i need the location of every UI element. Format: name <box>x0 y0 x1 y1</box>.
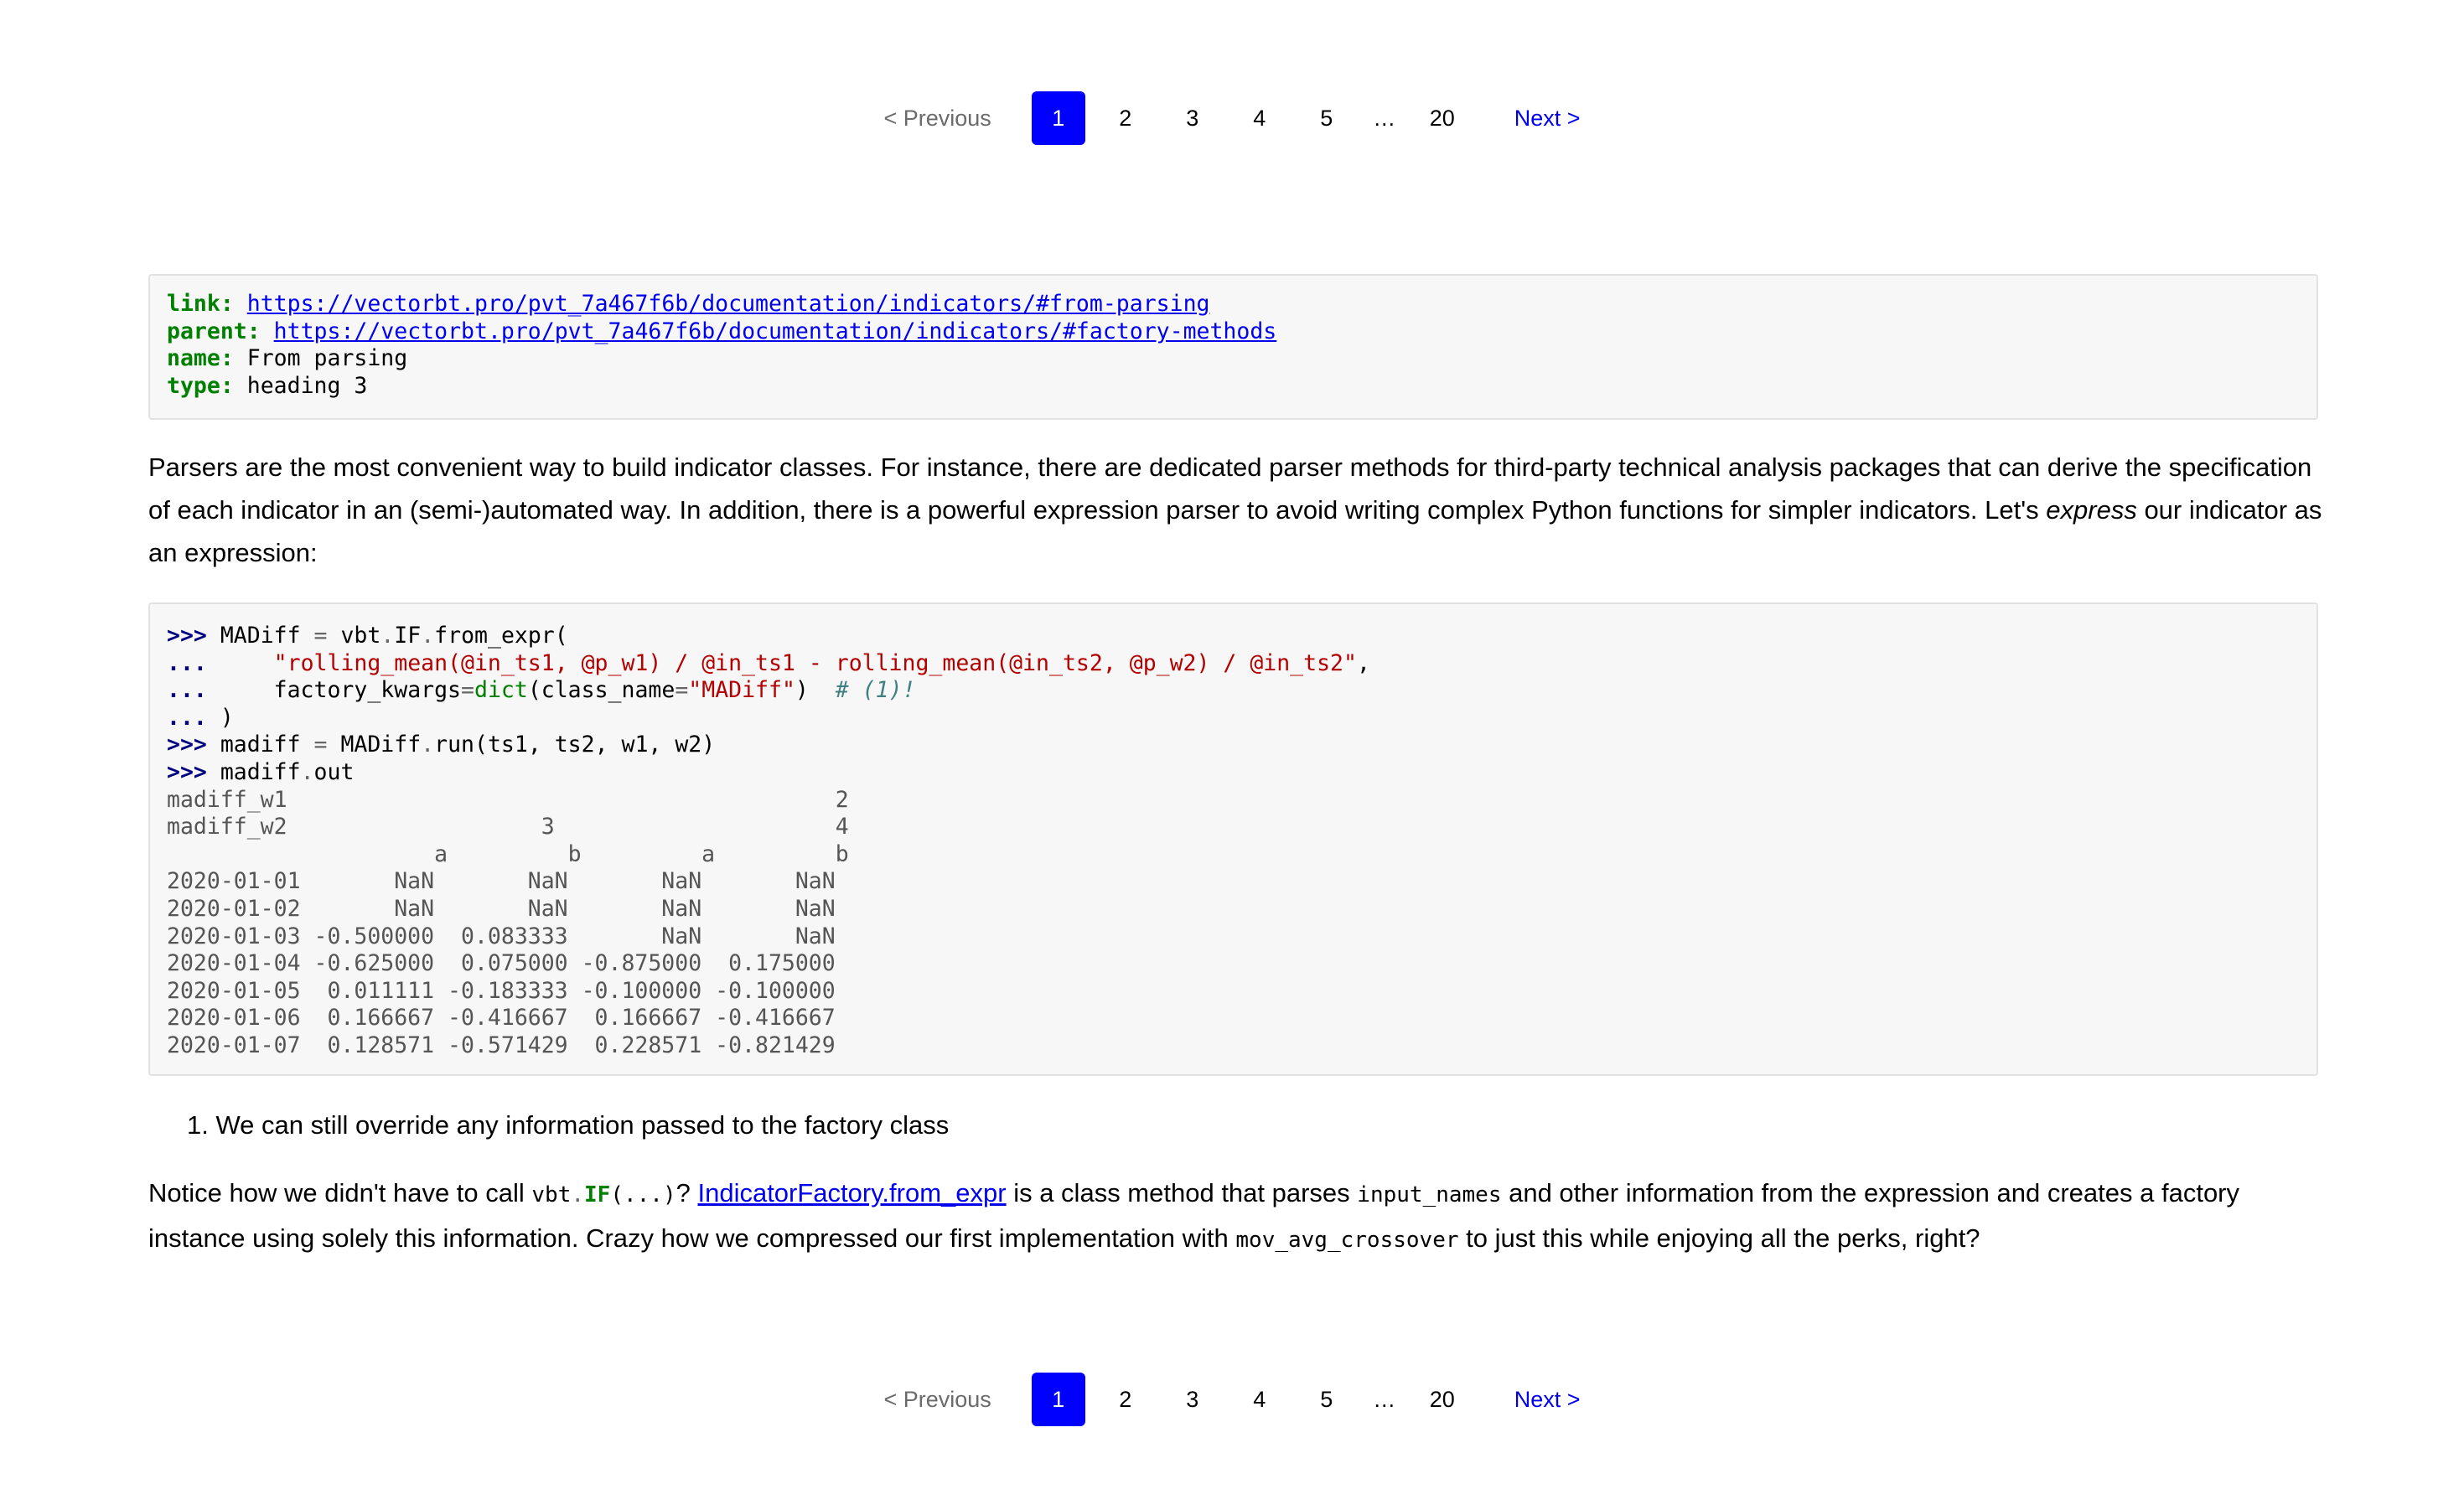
output-line: madiff_w1 2 <box>167 786 849 813</box>
code-block[interactable] <box>148 602 2318 1076</box>
output-line: 2020-01-03 -0.500000 0.083333 NaN NaN <box>167 923 836 949</box>
page-4-link[interactable]: 4 <box>1253 105 1266 131</box>
output-line: 2020-01-02 NaN NaN NaN NaN <box>167 895 836 922</box>
output-line: madiff_w2 3 4 <box>167 814 849 840</box>
previous-page-link[interactable]: < Previous <box>883 1386 991 1412</box>
page-2-link[interactable]: 2 <box>1119 1386 1132 1412</box>
outro-paragraph: Notice how we didn't have to call vbt.IF(...)? IndicatorFactory.from_expr is a class method that parses input_names and other information from the expression and creates a factory instance using solely this information. Crazy how we compressed our first implementation with mov_avg_crossover to just this while enjoying all the perks, right? <box>148 1178 2240 1253</box>
meta-parent-url[interactable]: https://vectorbt.pro/pvt_7a467f6b/documentation/indicators/#factory-methods <box>273 318 1277 344</box>
intro-text: Parsers are the most convenient way to build indicator classes. For instance, there are dedicated parser methods for third-party technical analysis packages that can derive the specification of each indicator in an (semi-)automated way. In addition, there is a powerful expression parser to avoid writing complex Python functions for simpler indicators. Let's <box>148 452 2312 525</box>
pagination-bottom <box>0 1373 2464 1426</box>
meta-name-line: name: From parsing <box>167 345 408 372</box>
annotation-list <box>187 1104 949 1146</box>
intro-paragraph <box>148 446 2327 574</box>
code-line: >>> madiff.out <box>167 758 355 785</box>
inline-code-mov-avg-crossover: mov_avg_crossover <box>1235 1228 1459 1253</box>
metadata-block <box>148 274 2318 420</box>
meta-parent-line: parent: https://vectorbt.pro/pvt_7a467f6b/documentation/indicators/#factory-methods <box>167 318 1277 344</box>
meta-link-key: link <box>167 291 220 317</box>
page-20-link[interactable]: 20 <box>1429 105 1455 131</box>
page-5-link[interactable]: 5 <box>1320 105 1333 131</box>
page-3-link[interactable]: 3 <box>1186 1386 1199 1412</box>
page-4-link[interactable]: 4 <box>1253 1386 1266 1412</box>
page-1-button[interactable]: 1 <box>1032 1373 1085 1426</box>
meta-link-url[interactable]: https://vectorbt.pro/pvt_7a467f6b/documentation/indicators/#from-parsing <box>246 291 1210 317</box>
outro-text: Notice how we didn't have to call <box>148 1178 532 1207</box>
meta-type-line: type: heading 3 <box>167 372 368 399</box>
page-1-button[interactable]: 1 <box>1032 91 1085 145</box>
annotation-text: We can still override any information passed to the factory class <box>215 1110 950 1140</box>
pagination-ellipsis: … <box>1373 1386 1396 1412</box>
meta-type-key: type <box>167 372 220 399</box>
page-20-link[interactable]: 20 <box>1429 1386 1455 1412</box>
previous-page-link[interactable]: < Previous <box>883 105 991 131</box>
page-5-link[interactable]: 5 <box>1320 1386 1333 1412</box>
output-line: 2020-01-07 0.128571 -0.571429 0.228571 -0.821429 <box>167 1032 836 1058</box>
pagination-ellipsis: … <box>1373 105 1396 131</box>
annotation-number: 1. <box>187 1110 209 1140</box>
meta-link-line: link: https://vectorbt.pro/pvt_7a467f6b/documentation/indicators/#from-parsing <box>167 291 1210 317</box>
indicator-factory-from-expr-link[interactable]: IndicatorFactory.from_expr <box>697 1178 1007 1207</box>
output-line: 2020-01-01 NaN NaN NaN NaN <box>167 868 836 895</box>
meta-name-key: name <box>167 345 220 372</box>
output-line: 2020-01-04 -0.625000 0.075000 -0.875000 0.175000 <box>167 950 836 977</box>
intro-text-end: our indicator as an expression: <box>148 495 2322 567</box>
pagination-top <box>0 91 2464 145</box>
meta-type-value: heading 3 <box>246 372 368 399</box>
inline-code-input-names: input_names <box>1357 1182 1502 1207</box>
code-line: ... "rolling_mean(@in_ts1, @p_w1) / @in_ts1 - rolling_mean(@in_ts2, @p_w2) / @in_ts2", <box>167 649 1370 676</box>
next-page-link[interactable]: Next > <box>1514 1386 1581 1412</box>
code-line: >>> madiff = MADiff.run(ts1, ts2, w1, w2) <box>167 732 716 758</box>
meta-parent-key: parent <box>167 318 247 344</box>
next-page-link[interactable]: Next > <box>1514 105 1581 131</box>
output-line: 2020-01-06 0.166667 -0.416667 0.166667 -0.416667 <box>167 1005 836 1032</box>
output-line: a b a b <box>167 840 849 867</box>
code-line: ... ) <box>167 704 234 731</box>
page-2-link[interactable]: 2 <box>1119 105 1132 131</box>
code-line: >>> MADiff = vbt.IF.from_expr( <box>167 623 568 649</box>
page-3-link[interactable]: 3 <box>1186 105 1199 131</box>
intro-emphasis: express <box>2046 495 2137 525</box>
output-line: 2020-01-05 0.011111 -0.183333 -0.100000 -0.100000 <box>167 977 836 1004</box>
inline-code-vbt-if: vbt.IF(...) <box>531 1182 676 1207</box>
code-line: ... factory_kwargs=dict(class_name="MADiff") # (1)! <box>167 677 916 704</box>
code-annotation-marker[interactable]: # (1)! <box>835 677 916 704</box>
meta-name-value: From parsing <box>246 345 408 372</box>
